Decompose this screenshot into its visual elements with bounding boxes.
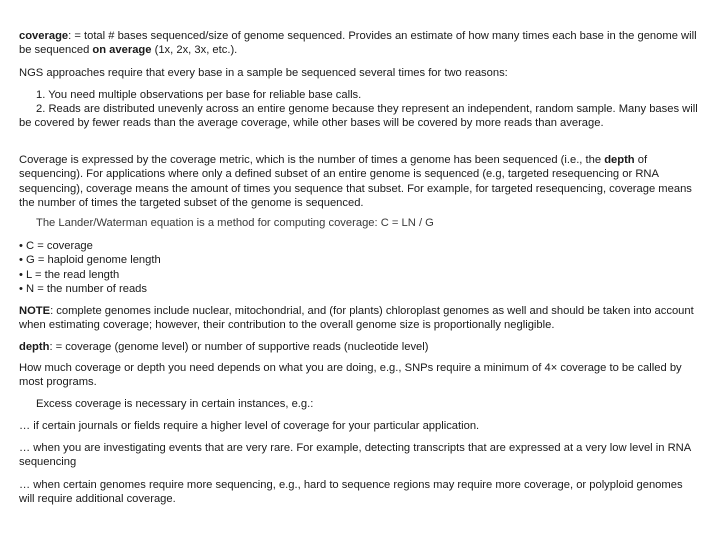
note-text: : complete genomes include nuclear, mitochondrial, and (for plants) chloroplast genomes as well and should be taken into account when estimating coverage; however, their contribution to the overall genome size is proportionally negligible. [19, 305, 694, 332]
coverage-definition-tail: (1x, 2x, 3x, etc.). [151, 44, 238, 57]
depth-definition [19, 340, 699, 354]
variable-list [19, 239, 699, 297]
depth-definition-text: : = coverage (genome level) or number of supportive reads (nucleotide level) [49, 341, 429, 353]
case-journals: … if certain journals or fields require a higher level of coverage for your particular application. [19, 420, 480, 432]
coverage-metric-text-rest: of sequencing). For applications where only a defined subset of an entire genome is sequenced (e.g, targeted resequencing or RNA sequencing), coverage means the amount of times you sequence that subset. For example, for targeted resequencing, coverage means the number of times the targeted subset of the genome is sequenced. [19, 154, 692, 210]
depth-emphasis: depth [604, 154, 635, 166]
case-hard-genomes: … when certain genomes require more sequencing, e.g., hard to sequence regions may require more coverage, or polyploid genomes will require additional coverage. [19, 479, 683, 506]
coverage-term: coverage [19, 30, 69, 42]
list-item: • N = the number of reads [19, 283, 147, 296]
ngs-intro: NGS approaches require that every base in a sample be sequenced several times for two reasons: [19, 67, 508, 79]
reason-2: 2. Reads are distributed unevenly across an entire genome because they represent an independent, random sample. Many bases will be covered by fewer reads than the average coverage, while other bases will be covered by more reads than average. [19, 103, 698, 130]
coverage-definition-text: : = total # bases sequenced/size of genome sequenced. Provides an estimate of how many times each base in the genome will be sequenced [19, 30, 697, 57]
case-rare-events: … when you are investigating events that are very rare. For example, detecting transcripts that are expressed at a very low level in RNA sequencing [19, 442, 691, 469]
list-item: • C = coverage [19, 240, 93, 252]
note-paragraph [19, 304, 699, 333]
note-term: NOTE [19, 305, 51, 317]
coverage-metric-paragraph [19, 153, 699, 211]
coverage-metric-text: Coverage is expressed by the coverage metric, which is the number of times a genome has been sequenced (i.e., the [19, 154, 605, 166]
excess-coverage-intro: Excess coverage is necessary in certain instances, e.g.: [36, 398, 314, 410]
reason-1: 1. You need multiple observations per base for reliable base calls. [36, 89, 362, 101]
list-item: • G = haploid genome length [19, 254, 161, 267]
lander-waterman-equation: The Lander/Waterman equation is a method for computing coverage: C = LN / G [36, 217, 434, 229]
depth-term: depth [19, 341, 50, 353]
on-average-emphasis: on average [92, 44, 152, 57]
how-much-paragraph: How much coverage or depth you need depends on what you are doing, e.g., SNPs require a minimum of 4× coverage to be called by most programs. [19, 362, 682, 389]
list-item: • L = the read length [19, 268, 120, 281]
coverage-definition [19, 29, 699, 58]
